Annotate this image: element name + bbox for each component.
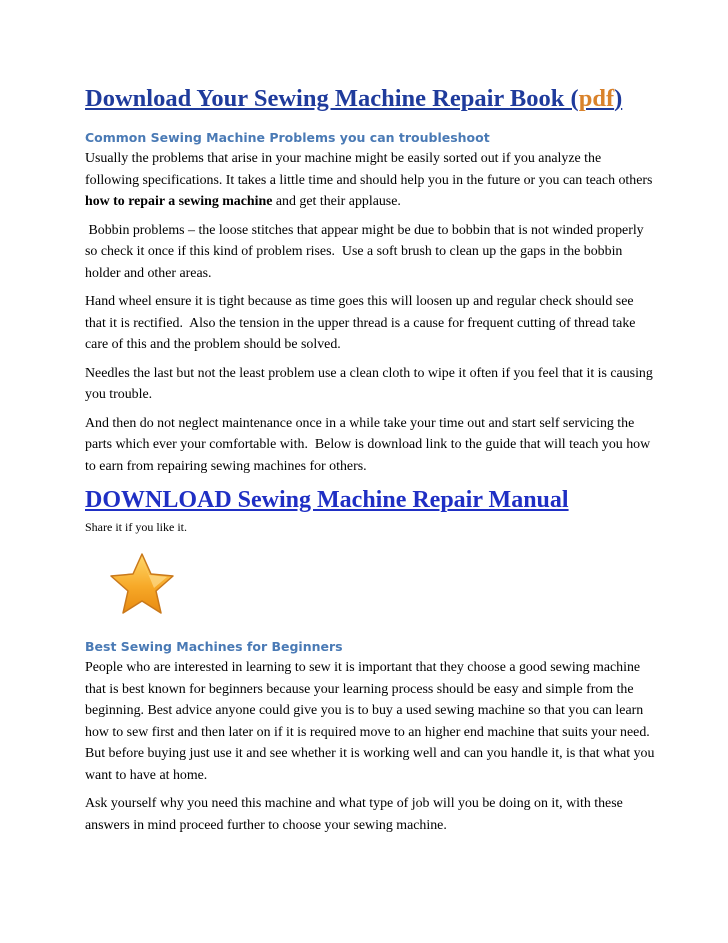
beginners-paragraph-1: People who are interested in learning to sew it is important that they choose a good sewing machine that is best known for beginners because your learning process should be easy and simple from the beginning. Best advice anyone could give you is to buy a used sewing machine so that you can learn how to sew first and then later on if it is required move to an higher end machine that suits your need. But before buying just use it and see whether it is working well and can you handle it, is that what you want to have at home. [85, 660, 655, 783]
document-page [85, 84, 655, 843]
intro-paragraph [85, 148, 655, 213]
intro-text-b: and get their applause. [272, 194, 401, 209]
hand-wheel-paragraph: Hand wheel ensure it is tight because as time goes this will loosen up and regular check should see that it is rectified. Also the tension in the upper thread is a cause for frequent cutting of thread take care of this and the problem should be solved. [85, 294, 639, 352]
download-manual-link[interactable]: DOWNLOAD Sewing Machine Repair Manual [85, 487, 569, 513]
needles-paragraph: Needles the last but not the least problem use a clean cloth to wipe it often if you feel that it is causing you trouble. [85, 365, 653, 402]
bobbin-paragraph: Bobbin problems – the loose stitches that appear might be due to bobbin that is not winded properly so check it once if this kind of problem rises. Use a soft brush to clean up the gaps in the bobbin holder and other areas. [85, 222, 648, 281]
title-main-text[interactable]: Download Your Sewing Machine Repair Book ( [85, 85, 579, 112]
download-book-title-link[interactable] [85, 84, 655, 114]
intro-text-a: Usually the problems that arise in your machine might be easily sorted out if you analyze the following specifications. It takes a little time and should help you in the future or you can teach others [85, 151, 653, 188]
star-rating-icon[interactable] [107, 551, 177, 617]
maintenance-paragraph: And then do not neglect maintenance once in a while take your time out and start self servicing the parts which ever your comfortable with. Below is download link to the guide that will teach you how to earn from repairing sewing machines for others. [85, 415, 654, 474]
share-text: Share it if you like it. [85, 520, 187, 534]
pdf-link-text[interactable]: pdf [578, 85, 615, 112]
common-problems-heading: Common Sewing Machine Problems you can troubleshoot [85, 130, 490, 145]
beginners-heading: Best Sewing Machines for Beginners [85, 639, 343, 654]
star-icon[interactable] [107, 551, 177, 617]
title-close-paren[interactable]: ) [614, 85, 623, 112]
beginners-paragraph-2: Ask yourself why you need this machine and what type of job will you be doing on it, with these answers in mind proceed further to choose your sewing machine. [85, 796, 623, 833]
repair-machine-bold-link[interactable]: how to repair a sewing machine [85, 194, 273, 209]
